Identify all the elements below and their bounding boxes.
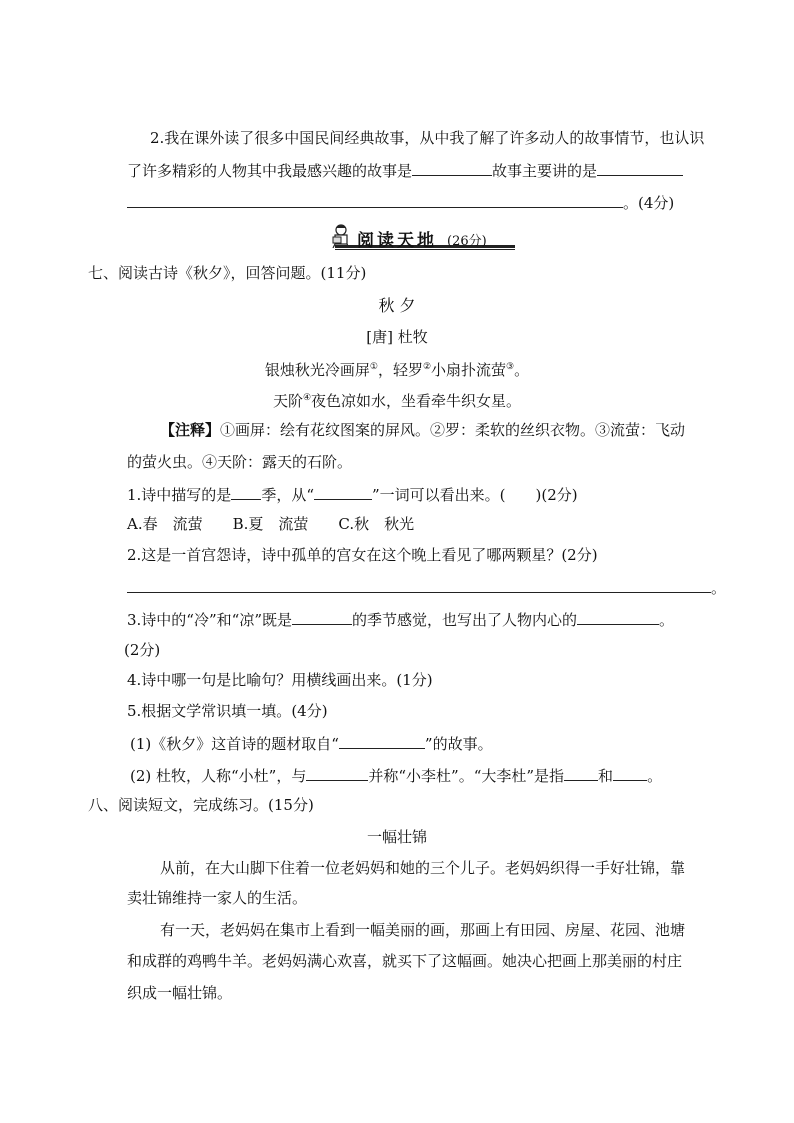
q1-options: A.春 流萤 B.夏 流萤 C.秋 秋光	[127, 515, 415, 533]
section7-heading: 七、阅读古诗《秋夕》，回答问题。(11分)	[88, 264, 367, 282]
story-p2-line2: 和成群的鸡鸭牛羊。老妈妈满心欢喜，就买下了这幅画。她决心把画上那美丽的村庄	[127, 952, 683, 970]
prev-q2-points: 。(4分)	[623, 194, 675, 212]
answer-blank-story-name[interactable]	[412, 160, 492, 176]
notes-line-1	[160, 420, 685, 440]
prev-q2-text-a: 了许多精彩的人物其中我最感兴趣的故事是	[127, 162, 413, 180]
q5-2-text-c: 和	[598, 767, 614, 785]
q2-period: 。	[711, 579, 727, 597]
footnote-mark-1: ①	[369, 362, 378, 372]
notes-line-2: 的萤火虫。④天阶：露天的石阶。	[127, 453, 353, 471]
q2: 2.这是一首宫怨诗，诗中孤单的宫女在这个晚上看见了哪两颗星？(2分)	[127, 546, 598, 564]
q5: 5.根据文学常识填一填。(4分)	[127, 702, 328, 720]
banner-points: (26分)	[447, 234, 487, 249]
q3-text-c: 。	[659, 611, 675, 629]
poem-line2-part-b: 夜色凉如水，坐看牵牛织女星。	[311, 392, 522, 410]
notes-text-1: ①画屏：绘有花纹图案的屏风。②罗：柔软的丝织衣物。③流萤：飞动	[220, 421, 686, 439]
answer-blank-season-feeling[interactable]	[292, 609, 352, 625]
q3-text-a: 3.诗中的“冷”和“凉”既是	[127, 611, 292, 629]
notes-label: 【注释】	[160, 421, 221, 439]
poem-line1-part-d: 。	[514, 361, 530, 379]
prev-q2-line2	[127, 160, 683, 181]
q5-2-text-d: 。	[647, 767, 663, 785]
poem-line-1	[0, 357, 794, 380]
q5-2-text-a: (2) 杜牧，人称“小杜”，与	[130, 767, 307, 785]
q5-2-text-b: 并称“小李杜”。“大李杜”是指	[368, 767, 565, 785]
poem-line1-part-a: 银烛秋光冷画屏	[264, 361, 370, 379]
answer-blank-source-story[interactable]	[339, 733, 425, 749]
story-p1-line1: 从前，在大山脚下住着一位老妈妈和她的三个儿子。老妈妈织得一手好壮锦，靠	[160, 859, 686, 877]
q1	[127, 484, 578, 505]
answer-blank-inner-feeling[interactable]	[577, 609, 659, 625]
story-p2-line1: 有一天，老妈妈在集市上看到一幅美丽的画，那画上有田园、房屋、花园、池塘	[160, 921, 686, 939]
poem-title: 秋 夕	[378, 296, 416, 315]
story-title: 一幅壮锦	[366, 828, 427, 846]
poem-line1-part-c: 小扇扑流萤	[431, 361, 507, 379]
answer-blank-keyword[interactable]	[314, 484, 372, 500]
answer-blank-season[interactable]	[231, 484, 261, 500]
q3-points: (2分)	[124, 641, 161, 659]
answer-blank-two-stars[interactable]	[127, 577, 711, 593]
banner-title: 阅读天地	[357, 231, 437, 251]
q5-1	[130, 733, 493, 754]
answer-blank-da-du[interactable]	[613, 765, 647, 781]
q1-text-c: ”一词可以看出来。( )(2分)	[371, 486, 578, 504]
footnote-mark-3: ③	[506, 362, 515, 372]
q1-text-b: 季，从“	[261, 486, 314, 504]
q2-answer-line	[127, 577, 726, 598]
footnote-mark-2: ②	[422, 362, 432, 372]
q4: 4.诗中哪一句是比喻句？用横线画出来。(1分)	[127, 671, 433, 689]
story-p2-line3: 织成一幅壮锦。	[127, 984, 233, 1002]
poem-line-2	[0, 388, 794, 411]
answer-blank-story-content-cont[interactable]	[127, 192, 623, 208]
q3	[127, 609, 674, 630]
story-p1-line2: 卖壮锦维持一家人的生活。	[127, 889, 308, 907]
answer-blank-da-li[interactable]	[564, 765, 598, 781]
q5-1-text-a: (1)《秋夕》这首诗的题材取自“	[130, 735, 339, 753]
answer-blank-xiao-li[interactable]	[306, 765, 368, 781]
answer-blank-story-content[interactable]	[597, 160, 683, 176]
q5-1-text-b: ”的故事。	[424, 735, 493, 753]
poem-line1-part-b: ，轻罗	[377, 361, 423, 379]
poem-author: [唐] 杜牧	[366, 328, 428, 346]
prev-q2-line1: 2.我在课外读了很多中国民间经典故事，从中我了解了许多动人的故事情节，也认识	[150, 129, 705, 147]
q3-text-b: 的季节感觉，也写出了人物内心的	[352, 611, 578, 629]
footnote-mark-4: ④	[302, 393, 312, 403]
q1-text-a: 1.诗中描写的是	[127, 486, 232, 504]
prev-q2-text-b: 故事主要讲的是	[492, 162, 598, 180]
poem-line2-part-a: 天阶	[272, 392, 303, 410]
prev-q2-line3	[127, 192, 674, 213]
q5-2	[130, 765, 662, 786]
section8-heading: 八、阅读短文，完成练习。(15分)	[88, 796, 314, 814]
section-banner	[325, 224, 515, 252]
